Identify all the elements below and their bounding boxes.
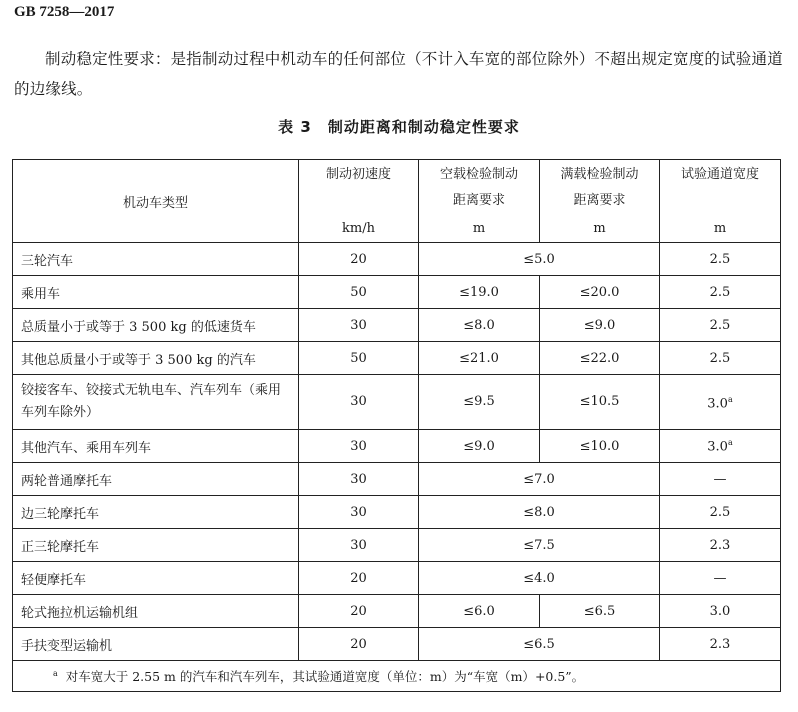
table-row	[13, 430, 781, 463]
empty-distance-cell: ≤6.0	[419, 595, 540, 628]
table-row	[13, 628, 781, 661]
merged-distance-cell: ≤7.0	[419, 463, 660, 496]
merged-distance-cell: ≤4.0	[419, 562, 660, 595]
header-channel-width-unit: m	[713, 221, 727, 236]
footnote-text: 对车宽大于 2.55 m 的汽车和汽车列车，其试验通道宽度（单位：m）为“车宽（m）+0.5”。	[65, 669, 585, 684]
standard-number: GB 7258—2017	[14, 4, 115, 20]
table-row	[13, 342, 781, 375]
vehicle-type-cell: 乘用车	[13, 276, 299, 309]
vehicle-type-cell: 轻便摩托车	[13, 562, 299, 595]
speed-cell: 20	[299, 595, 419, 628]
empty-distance-cell: ≤8.0	[419, 309, 540, 342]
full-distance-cell: ≤10.0	[540, 430, 660, 463]
width-cell: 2.3	[660, 529, 781, 562]
vehicle-type-cell: 其他总质量小于或等于 3 500 kg 的汽车	[13, 342, 299, 375]
width-cell: 3.0	[660, 595, 781, 628]
width-cell: 2.5	[660, 243, 781, 276]
width-cell: 2.5	[660, 342, 781, 375]
header-vehicle-type-label: 机动车类型	[122, 195, 188, 211]
vehicle-type-cell: 手扶变型运输机	[13, 628, 299, 661]
speed-cell: 30	[299, 529, 419, 562]
full-distance-cell: ≤10.5	[540, 375, 660, 430]
vehicle-type-cell: 其他汽车、乘用车列车	[13, 430, 299, 463]
speed-cell: 50	[299, 276, 419, 309]
vehicle-type-cell: 三轮汽车	[13, 243, 299, 276]
footnote-ref: a	[727, 394, 733, 404]
table-row	[13, 375, 781, 430]
full-distance-cell: ≤22.0	[540, 342, 660, 375]
vehicle-type-cell: 边三轮摩托车	[13, 496, 299, 529]
merged-distance-cell: ≤8.0	[419, 496, 660, 529]
table-header-row	[13, 160, 781, 243]
width-cell: 2.5	[660, 309, 781, 342]
empty-distance-cell: ≤19.0	[419, 276, 540, 309]
speed-cell: 20	[299, 562, 419, 595]
braking-stability-paragraph: 制动稳定性要求：是指制动过程中机动车的任何部位（不计入车宽的部位除外）不超出规定宽度的试验通道的边缘线。	[14, 50, 783, 98]
header-empty-distance-line1: 空载检验制动	[439, 167, 518, 182]
table-row	[13, 595, 781, 628]
header-initial-speed-unit: km/h	[342, 221, 375, 236]
footnote-row	[13, 661, 781, 692]
header-empty-distance	[419, 160, 540, 243]
header-vehicle-type	[13, 160, 299, 243]
empty-distance-cell: ≤21.0	[419, 342, 540, 375]
merged-distance-cell: ≤7.5	[419, 529, 660, 562]
speed-cell: 20	[299, 628, 419, 661]
speed-cell: 50	[299, 342, 419, 375]
table-row	[13, 529, 781, 562]
vehicle-type-cell: 总质量小于或等于 3 500 kg 的低速货车	[13, 309, 299, 342]
footnote-cell	[13, 661, 781, 692]
empty-distance-cell: ≤9.5	[419, 375, 540, 430]
speed-cell: 30	[299, 430, 419, 463]
width-cell	[660, 375, 781, 430]
header-channel-width	[660, 160, 781, 243]
speed-cell: 30	[299, 496, 419, 529]
vehicle-type-cell: 两轮普通摩托车	[13, 463, 299, 496]
table-row	[13, 243, 781, 276]
header-full-distance-line2: 距离要求	[573, 193, 626, 208]
header-empty-distance-unit: m	[472, 221, 486, 236]
table-row	[13, 309, 781, 342]
header-full-distance	[540, 160, 660, 243]
vehicle-type-cell: 轮式拖拉机运输机组	[13, 595, 299, 628]
table-row	[13, 496, 781, 529]
braking-requirements-table	[12, 159, 781, 692]
full-distance-cell: ≤9.0	[540, 309, 660, 342]
vehicle-type-cell: 正三轮摩托车	[13, 529, 299, 562]
header-full-distance-line1: 满载检验制动	[560, 167, 639, 182]
merged-distance-cell: ≤5.0	[419, 243, 660, 276]
footnote-ref: a	[727, 437, 733, 447]
footnote-mark: a	[53, 668, 58, 678]
table-caption: 表 3 制动距离和制动稳定性要求	[278, 118, 520, 136]
width-value: 3.0	[707, 439, 728, 455]
header-initial-speed-label: 制动初速度	[325, 167, 391, 182]
width-cell: 2.3	[660, 628, 781, 661]
empty-distance-cell: ≤9.0	[419, 430, 540, 463]
speed-cell: 30	[299, 309, 419, 342]
table-row	[13, 463, 781, 496]
speed-cell: 30	[299, 463, 419, 496]
header-channel-width-label: 试验通道宽度	[680, 167, 759, 182]
width-cell	[660, 430, 781, 463]
full-distance-cell: ≤6.5	[540, 595, 660, 628]
speed-cell: 30	[299, 375, 419, 430]
width-cell: 2.5	[660, 496, 781, 529]
full-distance-cell: ≤20.0	[540, 276, 660, 309]
vehicle-type-cell: 铰接客车、铰接式无轨电车、汽车列车（乘用车列车除外）	[13, 375, 299, 430]
table-row	[13, 276, 781, 309]
table-row	[13, 562, 781, 595]
width-value: 3.0	[707, 396, 728, 412]
width-cell: —	[660, 562, 781, 595]
header-full-distance-unit: m	[593, 221, 606, 236]
header-empty-distance-line2: 距离要求	[452, 193, 505, 208]
width-cell: —	[660, 463, 781, 496]
width-cell: 2.5	[660, 276, 781, 309]
header-initial-speed	[299, 160, 419, 243]
merged-distance-cell: ≤6.5	[419, 628, 660, 661]
speed-cell: 20	[299, 243, 419, 276]
